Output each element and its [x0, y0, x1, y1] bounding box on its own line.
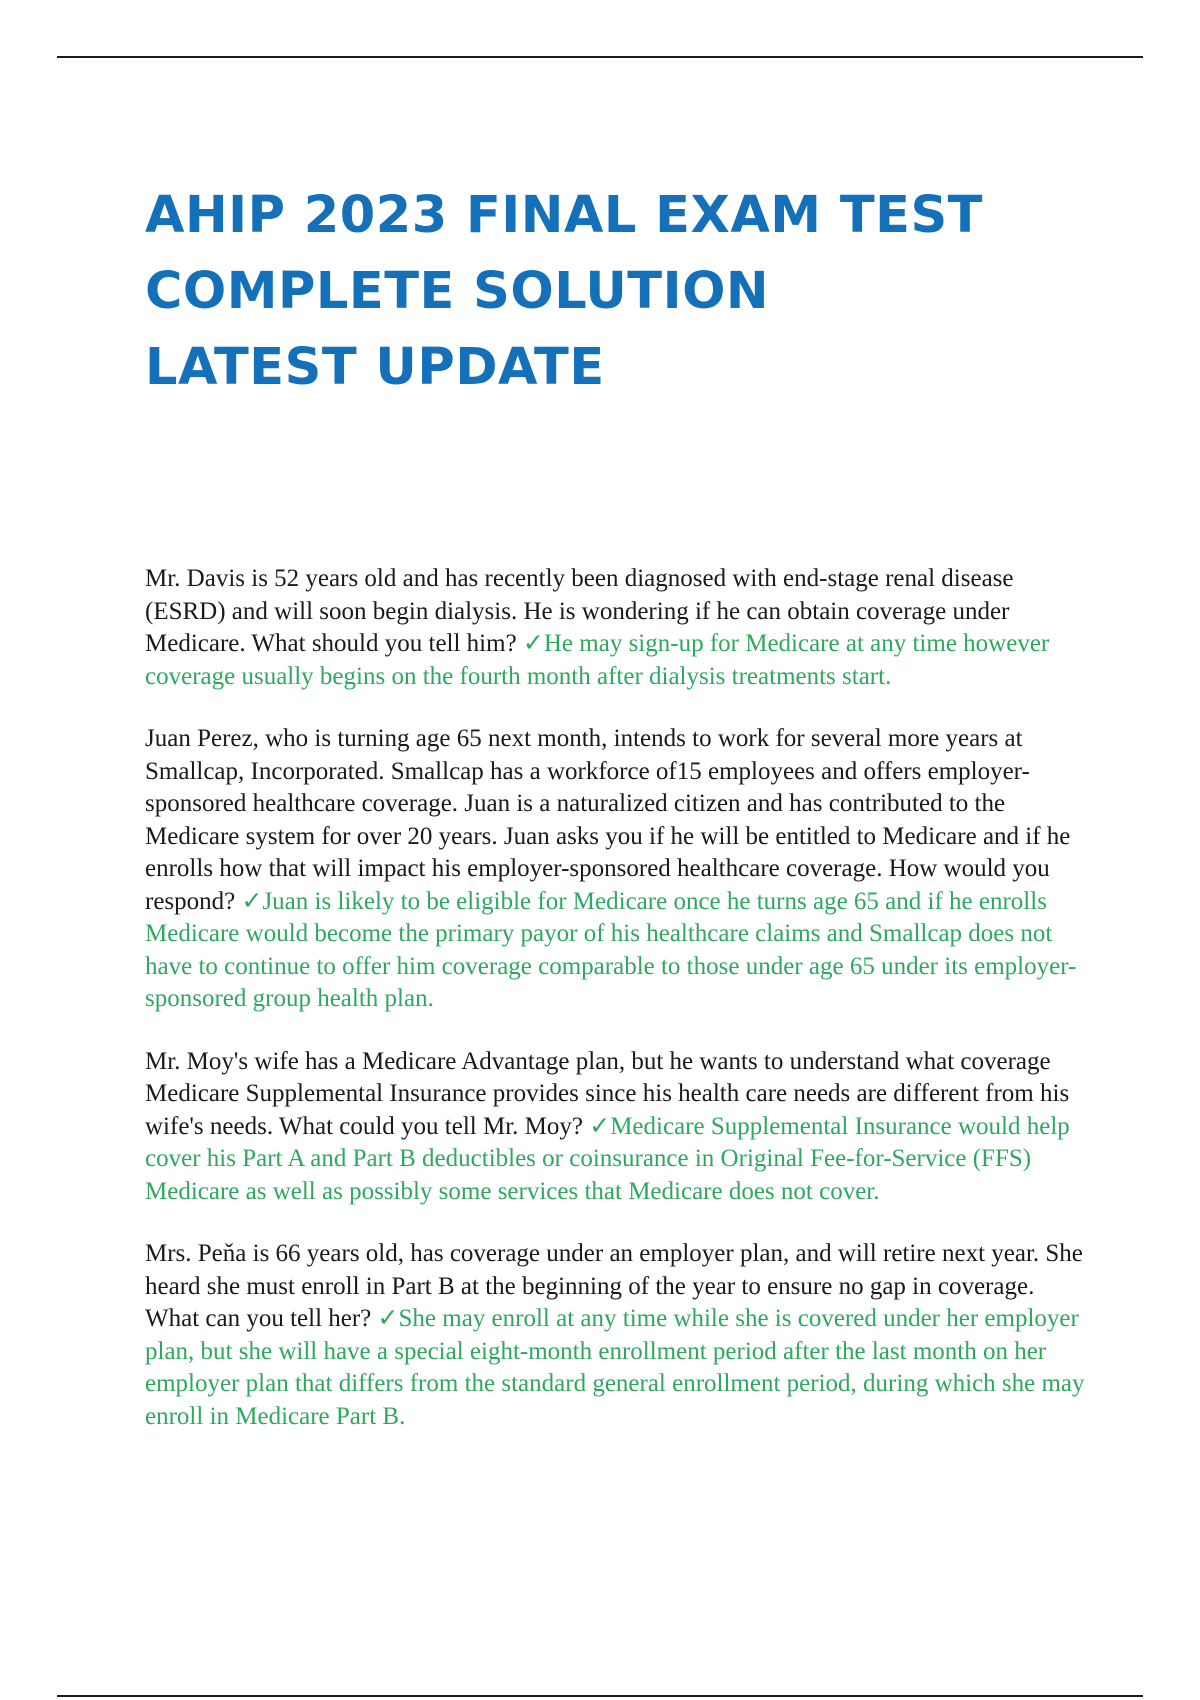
answer-text: Medicare Supplemental Insurance would help cover his Part A and Part B deductibles or coinsurance in Original Fee-for-Service (FFS) Medicare as well as possibly some services that Medicare does not cover.: [145, 1112, 1070, 1205]
document-title: [145, 178, 1145, 406]
check-icon: ✓: [241, 887, 263, 915]
question-text: Mr. Moy's wife has a Medicare Advantage plan, but he wants to understand what coverage Medicare Supplemental Insurance provides since his health care needs are different from his wife's needs. What could you tell Mr. Moy?: [145, 1047, 1070, 1140]
question-text: Juan Perez, who is turning age 65 next month, intends to work for several more years at Smallcap, Incorporated. Smallcap has a workforce of15 employees and offers employer-sponsored healthcare coverage. Juan is a naturalized citizen and has contributed to the Medicare system for over 20 years. Juan asks you if he will be entitled to Medicare and if he enrolls how that will impact his employer-sponsored healthcare coverage. How would you respond?: [145, 725, 1071, 915]
question-text: Mr. Davis is 52 years old and has recently been diagnosed with end-stage renal disease (ESRD) and will soon begin dialysis. He is wondering if he can obtain coverage under Medicare. What should you tell him?: [145, 565, 1014, 657]
qa-item-4: [145, 1238, 1085, 1433]
title-line-2: COMPLETE SOLUTION: [145, 262, 770, 321]
top-divider: [57, 56, 1143, 58]
bottom-divider: [57, 1695, 1143, 1697]
title-line-3: LATEST UPDATE: [145, 338, 605, 397]
qa-item-1: [145, 563, 1085, 693]
check-icon: ✓: [377, 1305, 399, 1332]
title-line-1: AHIP 2023 FINAL EXAM TEST: [145, 186, 983, 245]
check-icon: ✓: [522, 630, 544, 657]
answer-text: Juan is likely to be eligible for Medicare once he turns age 65 and if he enrolls Medicare would become the primary payor of his healthcare claims and Smallcap does not have to continue to offer him coverage comparable to those under age 65 under its employer-sponsored group health plan.: [145, 887, 1077, 1012]
answer-text: He may sign-up for Medicare at any time however coverage usually begins on the fourth month after dialysis treatments start.: [145, 630, 1050, 690]
check-icon: ✓: [589, 1112, 611, 1140]
qa-item-3: [145, 1046, 1085, 1209]
answer-text: She may enroll at any time while she is covered under her employer plan, but she will have a special eight-month enrollment period after the last month on her employer plan that differs from the standard general enrollment period, during which she may enroll in Medicare Part B.: [145, 1305, 1085, 1430]
question-text: Mrs. Peňa is 66 years old, has coverage under an employer plan, and will retire next year. She heard she must enroll in Part B at the beginning of the year to ensure no gap in coverage. What can you tell her?: [145, 1240, 1083, 1332]
qa-item-2: [145, 723, 1085, 1016]
qa-list: [145, 563, 1085, 1463]
